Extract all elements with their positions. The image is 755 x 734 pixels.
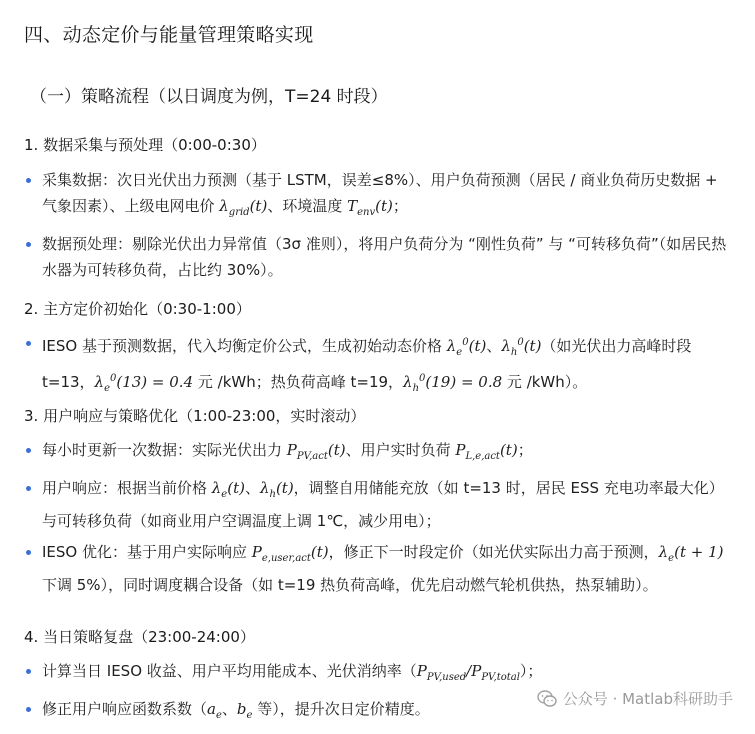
watermark-text: 公众号 · Matlab科研助手: [562, 690, 733, 708]
list-item: 计算当日 IESO 收益、用户平均用能成本、光伏消纳率$(P_{PV,used}/P_{PV,total})$；: [22, 658, 734, 691]
watermark: [537, 688, 733, 709]
step-4-title: 4. 当日策略复盘（23:00-24:00）: [24, 628, 255, 646]
formula-lambda-grid: $\lambda_{grid}(t)$: [219, 197, 268, 218]
step-3-title: 3. 用户响应与策略优化（1:00-23:00，实时滚动）: [24, 407, 366, 425]
list-item: 修正用户响应函数系数（$a_e$、$b_e$ 等），提升次日定价精度。: [22, 696, 734, 729]
subsection-heading: （一）策略流程（以日调度为例，T=24 时段）: [30, 87, 388, 107]
step-3-list: [22, 437, 734, 603]
step-2-list: [22, 330, 734, 407]
step-1-title: 1. 数据采集与预处理（0:00-0:30）: [24, 136, 266, 154]
list-item: 每小时更新一次数据：实际光伏出力 $P_{PV,act}(t)$、用户实时负荷 $P_{L,e,act}(t)$；: [22, 437, 734, 470]
formula-lambda-e: $\lambda_e(t)$: [211, 479, 245, 500]
wechat-icon: [537, 690, 557, 708]
formula-p-l-e-act: $P_{L,e,act}(t)$: [455, 441, 518, 462]
list-item: 用户响应：根据当前价格 $\lambda_e(t)$、$\lambda_h(t)$，调整自用储能充放（如 t=13 时，居民 ESS 充电功率最大化）与可转移负荷（如商业用户空调温度上调 1℃，减少用电）；: [22, 475, 734, 534]
section-heading: 四、动态定价与能量管理策略实现: [24, 24, 314, 46]
formula-p-e-user-act: $P_{e,user,act}(t)$: [251, 543, 329, 564]
formula-p-pv-act: $P_{PV,act}(t)$: [286, 441, 346, 462]
list-item: IESO 优化：基于用户实际响应 $P_{e,user,act}(t)$，修正下一时段定价（如光伏实际出力高于预测，$\lambda_e(t + 1)$ 下调 5%），同时调度耦合设备（如 t=19 热负荷高峰，优先启动燃气轮机供热，热泵辅助）。: [22, 539, 734, 598]
formula-t-env: $T_{env}(t)$: [347, 197, 393, 218]
formula-lambda-e0: $\lambda_e^0(t)$: [446, 337, 487, 358]
formula-a-e: $a_e$: [207, 700, 222, 721]
step-2-title: 2. 主方定价初始化（0:30-1:00）: [24, 300, 251, 318]
formula-lambda-h0-19: $\lambda_h^0(19) = 0.8$: [403, 373, 503, 394]
formula-b-e: $b_e$: [236, 700, 253, 721]
step-1-list: [22, 167, 734, 288]
list-item: 采集数据：次日光伏出力预测（基于 LSTM，误差≤8%）、用户负荷预测（居民 / 商业负荷历史数据 + 气象因素）、上级电网电价 $\lambda_{grid}(t)$、环境温度 $T_{env}(t)$；: [22, 167, 734, 226]
list-item: 数据预处理：剔除光伏出力异常值（3σ 准则），将用户负荷分为 “刚性负荷” 与 “可转移负荷”（如居民热水器为可转移负荷，占比约 30%）。: [22, 231, 734, 283]
formula-lambda-e0-13: $\lambda_e^0(13) = 0.4$: [94, 373, 194, 394]
formula-pv-ratio: $P_{PV,used}/P_{PV,total}$: [416, 662, 520, 683]
formula-lambda-e-next: $\lambda_e(t + 1)$: [658, 543, 724, 564]
formula-lambda-h0: $\lambda_h^0(t)$: [501, 337, 542, 358]
list-item: IESO 基于预测数据，代入均衡定价公式，生成初始动态价格 $\lambda_e^0(t)$、$\lambda_h^0(t)$（如光伏出力高峰时段 t=13，$\lambda_e^0(13) = 0.4$ 元 /kWh；热负荷高峰 t=19，$\lambda_h^0(19) = 0.8$ 元 /kWh）。: [22, 330, 734, 402]
formula-lambda-h: $\lambda_h(t)$: [259, 479, 294, 500]
